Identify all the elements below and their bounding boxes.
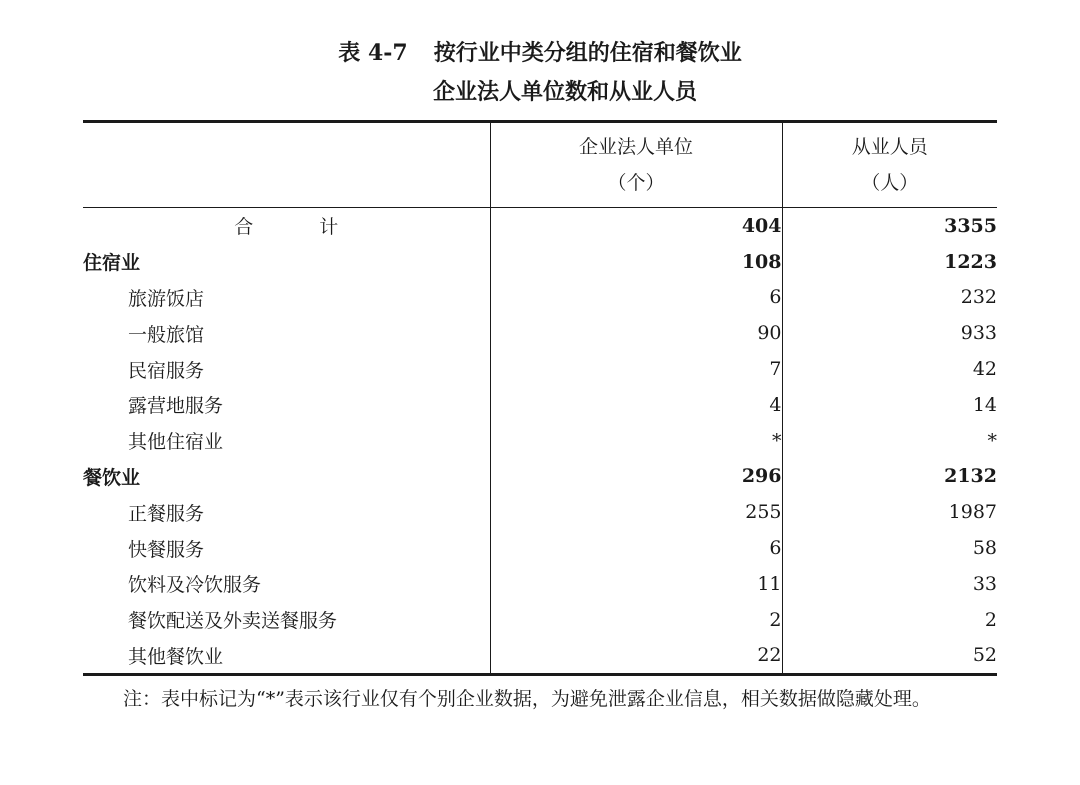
table-title-text: 按行业中类分组的住宿和餐饮业: [433, 40, 742, 66]
header-persons-unit: （人）: [861, 172, 919, 194]
persons-value: 58: [782, 530, 997, 566]
statistics-table: [83, 120, 997, 676]
table-row: [83, 566, 997, 602]
row-label: 一般旅馆: [128, 323, 205, 346]
table-title-line2: 企业法人单位数和从业人员: [432, 79, 697, 105]
table-row: [83, 387, 997, 423]
row-label: 民宿服务: [128, 359, 205, 382]
header-units-label: 企业法人单位: [578, 136, 693, 158]
persons-value: 933: [782, 315, 997, 351]
units-value: *: [490, 423, 782, 459]
header-category: [83, 122, 490, 208]
persons-value: 42: [782, 351, 997, 387]
footnote-text: 注：表中标记为“*”表示该行业仅有个别企业数据，为避免泄露企业信息，相关数据做隐藏处理。: [123, 688, 931, 710]
units-value: 2: [490, 602, 782, 638]
units-value: 22: [490, 638, 782, 675]
persons-value: 3355: [782, 208, 997, 244]
row-label: 住宿业: [83, 252, 141, 275]
table-row: [83, 423, 997, 459]
row-label: 其他餐饮业: [83, 638, 490, 675]
row-label: 合 计: [234, 216, 369, 239]
table-row: [83, 315, 997, 351]
row-label: 餐饮业: [83, 466, 141, 489]
units-value: 108: [490, 244, 782, 280]
table-row: [83, 351, 997, 387]
row-label: 餐饮配送及外卖送餐服务: [128, 610, 338, 633]
table-footnote: [83, 680, 997, 718]
header-units-unit: （个）: [607, 172, 665, 194]
table-row-category: [83, 244, 997, 280]
persons-value: 14: [782, 387, 997, 423]
units-value: 6: [490, 530, 782, 566]
row-label: 其他住宿业: [128, 431, 224, 454]
units-value: 296: [490, 459, 782, 495]
table-row-total: [83, 208, 997, 244]
persons-value: 52: [782, 638, 997, 675]
header-persons: [782, 122, 997, 208]
persons-value: 1223: [782, 244, 997, 280]
table-row: [83, 638, 997, 675]
row-label: 旅游饭店: [128, 287, 205, 310]
table-number: 表 4-7: [338, 40, 408, 66]
table-row: [83, 530, 997, 566]
units-value: 404: [490, 208, 782, 244]
table-title-line1: [0, 36, 1080, 67]
row-label: 快餐服务: [128, 538, 205, 561]
persons-value: *: [782, 423, 997, 459]
table-header-row: [83, 122, 997, 208]
table-row: [83, 602, 997, 638]
persons-value: 2: [782, 602, 997, 638]
table-row: [83, 280, 997, 316]
units-value: 7: [490, 351, 782, 387]
header-persons-label: 从业人员: [851, 136, 928, 158]
table-row-category: [83, 459, 997, 495]
units-value: 90: [490, 315, 782, 351]
row-label: 正餐服务: [128, 502, 205, 525]
units-value: 6: [490, 280, 782, 316]
units-value: 4: [490, 387, 782, 423]
persons-value: 232: [782, 280, 997, 316]
units-value: 11: [490, 566, 782, 602]
table-row: [83, 494, 997, 530]
persons-value: 2132: [782, 459, 997, 495]
persons-value: 1987: [782, 494, 997, 530]
row-label: 露营地服务: [128, 395, 224, 418]
header-units: [490, 122, 782, 208]
units-value: 255: [490, 494, 782, 530]
persons-value: 33: [782, 566, 997, 602]
row-label: 饮料及冷饮服务: [128, 574, 262, 597]
